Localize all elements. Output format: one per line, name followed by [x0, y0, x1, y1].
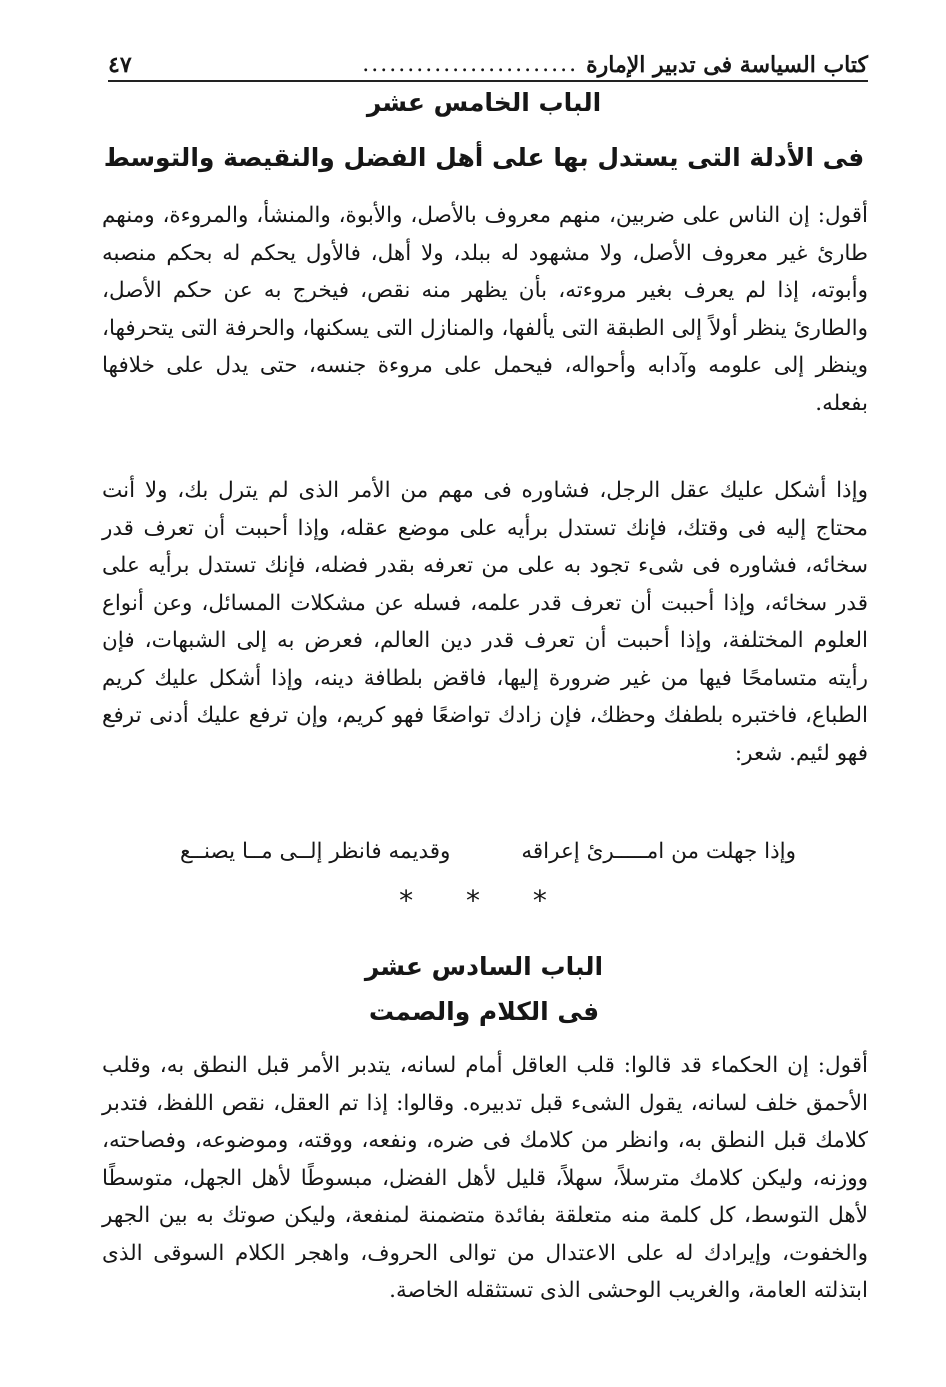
chapter-16-subheading: فى الكلام والصمت [368, 997, 600, 1026]
chapter-15-paragraph-2: وإذا أشكل عليك عقل الرجل، فشاوره فى مهم من الأمر الذى لم يترل بك، ولا أنت محتاج إليه فى وقتك، فإنك تستدل برأيه على موضع عقله، وإذا أحببت أن تعرف قدر سخائه، فشاوره فى شىء تجود به على من تعرفه بقدر فضله، فإنك تستدل برأيه على قدر سخائه، وإذا أحببت أن تعرف قدر علمه، فسله عن مشكلات المسائل، وعن أنواع العلوم المختلفة، وإذا أحببت أن تعرف قدر دين العالم، فعرض به إلى الشبهات، فإن رأيته متسامحًا فيها من غير ضرورة إليها، فاقض بلطافة دينه، وإذا أشكل عليك كريم الطباع، فاختبره بلطفك وحظك، فإن زادك تواضعًا فهو كريم، وإن ترفع عليك أدنى ترفع فهو لئيم. شعر: [102, 478, 868, 766]
chapter-16-heading: الباب السادس عشر [364, 952, 604, 981]
running-header [108, 36, 868, 76]
page-number: ٤٧ [108, 52, 132, 78]
chapter-15-paragraph-1: أقول: إن الناس على ضربين، منهم معروف بالأصل، والأبوة، والمنشأ، والمروءة، ومنهم طارئ غير معروف الأصل، ولا مشهود له ببلد، ولا أهل، فالأول يحكم له بحكم منصبه وأبوته، إذا لم يعرف بغير مروءته، بأن يظهر منه نقص، فيخرج به عن حكم الأصل، والطارئ ينظر أولاً إلى الطبقة التى يألفها، والمنازل التى يسكنها، والحرفة التى يتحرفها، وينظر إلى علومه وآدابه وأحواله، فيحمل على مروءة جنسه، حتى يدل على خلافها بفعله. [102, 203, 868, 416]
verse-second-hemistich: وقديمه فانظر إلــى مــا يصنــع [180, 839, 451, 864]
chapter-15-subheading: فى الأدلة التى يستدل بها على أهل الفضل والنقيصة والتوسط [103, 143, 865, 172]
verse-first-hemistich: وإذا جهلت من امـــــرئ إعراقه [521, 839, 796, 864]
poetry-verse [180, 834, 796, 870]
header-dot-leader: ........................ [362, 54, 579, 76]
chapter-15-heading: الباب الخامس عشر [366, 88, 602, 117]
section-separator: * * * [399, 884, 569, 917]
header-rule [108, 80, 868, 82]
book-title: كتاب السياسة فى تدبير الإمارة [586, 52, 868, 78]
chapter-16-paragraph-1: أقول: إن الحكماء قد قالوا: قلب العاقل أمام لسانه، يتدبر الأمر قبل النطق به، وقلب الأحمق خلف لسانه، يقول الشىء قبل تدبيره. وقالوا: إذا تم العقل، نقص اللفظ، فتدبر كلامك قبل النطق به، وانظر من كلامك فى ضره، ونفعه، ووقته، وموضوعه، وفصاحته، ووزنه، وليكن كلامك مترسلاً، سهلاً، قليل لأهل الفضل، مبسوطًا لأهل الجهل، متوسطًا لأهل التوسط، كل كلمة منه متعلقة بفائدة متضمنة لمنفعة، وليكن صوتك به بين الجهر والخفوت، وإيرادك له على الاعتدال من توالى الحروف، واهجر الكلام السوقى الذى ابتذلته العامة، والغريب الوحشى الذى تستثقله الخاصة. [102, 1053, 868, 1303]
